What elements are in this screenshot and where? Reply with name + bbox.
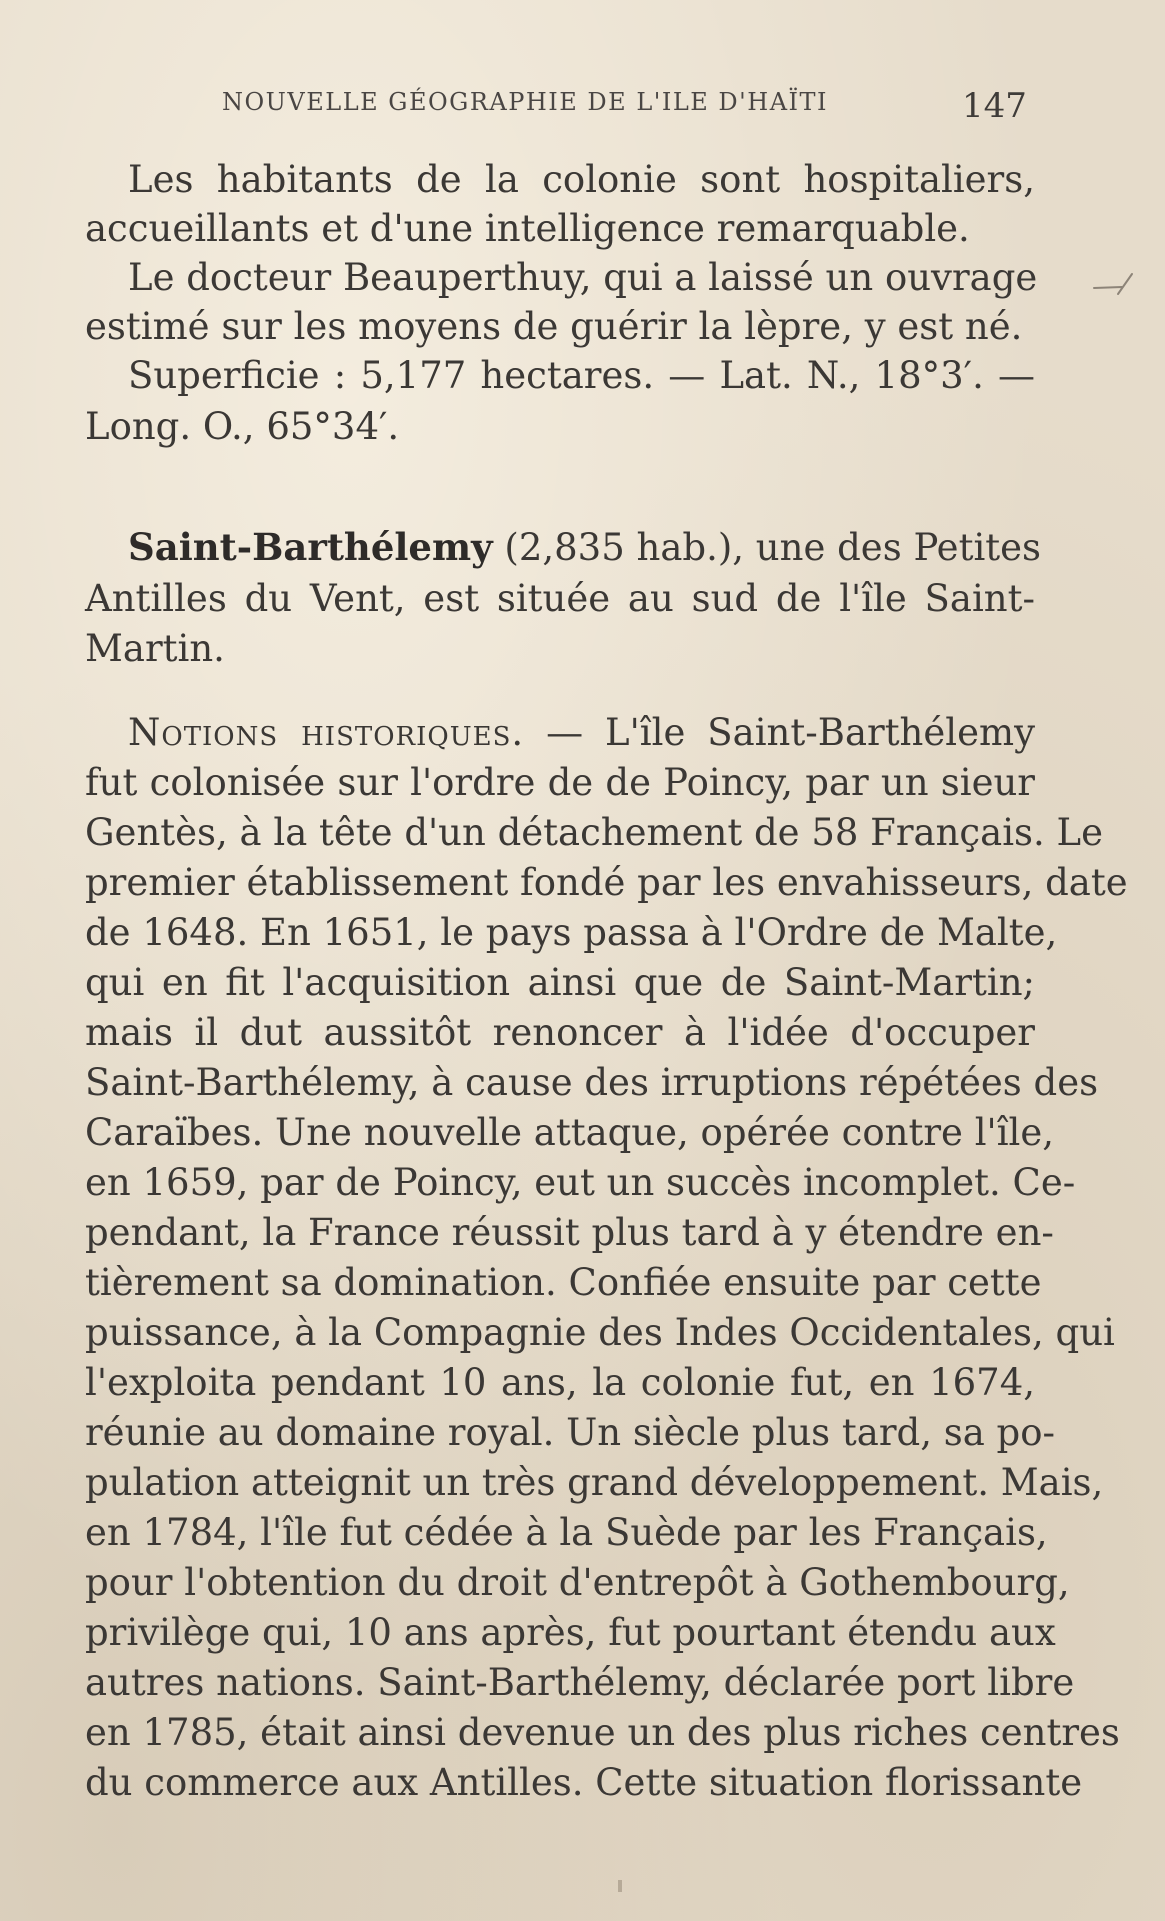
text-line: fut colonisée sur l'ordre de de Poincy, par un sieur: [85, 761, 1035, 804]
text-line: Long. O., 65°34′.: [85, 405, 400, 448]
text-line: Saint-Barthélemy, à cause des irruptions répétées des: [85, 1061, 1099, 1104]
text-line: pendant, la France réussit plus tard à y étendre en-: [85, 1211, 1054, 1254]
text-line: en 1785, était ainsi devenue un des plus riches centres: [85, 1711, 1120, 1754]
text-line: accueillants et d'une intelligence remarquable.: [85, 207, 970, 250]
text-fragment: — L'île Saint-Barthélemy: [524, 711, 1035, 754]
text-line: autres nations. Saint-Barthélemy, déclarée port libre: [85, 1661, 1075, 1704]
text-line: Martin.: [85, 627, 225, 670]
pencil-check-mark-icon: [1092, 270, 1142, 300]
text-line: en 1784, l'île fut cédée à la Suède par les Français,: [85, 1511, 1048, 1554]
text-line: estimé sur les moyens de guérir la lèpre, y est né.: [85, 305, 1023, 348]
text-fragment: (2,835 hab.), une des Petites: [492, 526, 1042, 569]
text-line: pour l'obtention du droit d'entrepôt à Gothembourg,: [85, 1561, 1070, 1604]
text-line: Gentès, à la tête d'un détachement de 58 Français. Le: [85, 811, 1104, 854]
text-line: réunie au domaine royal. Un siècle plus tard, sa po-: [85, 1411, 1055, 1454]
text-line: Le docteur Beauperthuy, qui a laissé un ouvrage: [128, 256, 1038, 299]
text-line: premier établissement fondé par les envahisseurs, date: [85, 861, 1128, 904]
text-line: [128, 708, 1035, 758]
text-line: qui en fit l'acquisition ainsi que de Saint-Martin;: [85, 961, 1035, 1004]
running-title: NOUVELLE GÉOGRAPHIE DE L'ILE D'HAÏTI: [222, 88, 828, 116]
text-line: l'exploita pendant 10 ans, la colonie fut, en 1674,: [85, 1361, 1035, 1404]
section-heading: Notions historiques.: [128, 711, 525, 754]
text-line: [128, 522, 1042, 573]
text-line: Antilles du Vent, est située au sud de l'île Saint-: [85, 577, 1035, 620]
page-number: 147: [962, 86, 1027, 126]
text-line: mais il dut aussitôt renoncer à l'idée d'occuper: [85, 1011, 1035, 1054]
text-line: Les habitants de la colonie sont hospitaliers,: [128, 158, 1035, 201]
text-line: de 1648. En 1651, le pays passa à l'Ordre de Malte,: [85, 911, 1058, 954]
entry-heading: Saint-Barthélemy: [128, 525, 493, 569]
text-line: puissance, à la Compagnie des Indes Occidentales, qui: [85, 1311, 1115, 1354]
text-line: tièrement sa domination. Confiée ensuite par cette: [85, 1261, 1042, 1304]
ink-speck: [618, 1880, 622, 1892]
text-line: Superficie : 5,177 hectares. — Lat. N., 18°3′. —: [128, 354, 1035, 397]
text-line: en 1659, par de Poincy, eut un succès incomplet. Ce-: [85, 1161, 1076, 1204]
text-line: du commerce aux Antilles. Cette situation florissante: [85, 1761, 1083, 1804]
text-line: pulation atteignit un très grand développement. Mais,: [85, 1461, 1104, 1504]
text-line: privilège qui, 10 ans après, fut pourtant étendu aux: [85, 1611, 1056, 1654]
text-line: Caraïbes. Une nouvelle attaque, opérée contre l'île,: [85, 1111, 1055, 1154]
